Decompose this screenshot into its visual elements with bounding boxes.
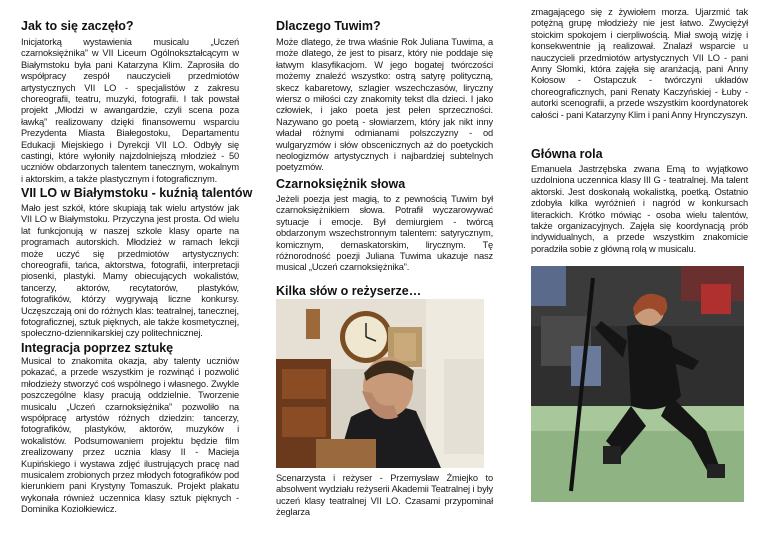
heading-sorcerer-of-words: Czarnoksiężnik słowa	[276, 177, 406, 191]
heading-lead-role: Główna rola	[531, 147, 603, 161]
heading-how-it-started: Jak to się zaczęło?	[21, 19, 134, 33]
heading-why-tuwim: Dlaczego Tuwim?	[276, 19, 381, 33]
director-photo	[276, 299, 484, 468]
paragraph-about-director: Scenarzysta i reżyser - Przemysław Żmiejko to absolwent wydziału reżyserii Akademii Teatralnej i były uczeń klasy teatralnej VII LO. Czasami przypominał żeglarza	[276, 473, 493, 518]
paragraph-lead-role: Emanuela Jastrzębska zwana Emą to wyjątkowo uzdolniona uczennica klasy III G - teatralnej. Ma talent aktorski. Jest doskonałą wokalistką, poetką. Ostatnio zdobyła kilka wyróżnień i nagród w konkursach literackich. Krótko mówiąc - osoba wielu talentów, także organizacyjnych. Zajęła się koordynacją prób indywidualnych, a przede wszystkim znakomicie poradziła sobie z główną rolą w musicalu.	[531, 164, 748, 254]
heading-integration: Integracja poprzez sztukę	[21, 341, 174, 355]
paragraph-integration: Musical to znakomita okazja, aby talenty uczniów pokazać, a przede wszystkim je rozwinąć i pozwolić młodzieży stworzyć coś wspólnego i własnego. Zwykle poszczególne klasy pracują oddzielnie. Tworzenie musicalu „Uczeń czarnoksiężnika” pozwoliło na współpracę artystów różnych dziedzin: tancerzy, fotografików, plastyków, aktorów, muzyków i wokalistów. Podsumowaniem projektu będzie film zrealizowany przez ucznia klasy II - Macieja Kupińskiego i wystawa zdjęć ilustrujących pracę nad musicalem zrobionych przez młodych fotografików pod kierunkiem pani Krystyny Tomaszuk. Projekt plakatu wykonała również uczennica klasy sztuk pięknych - Dominika Koziołkiewicz.	[21, 356, 239, 515]
lead-actress-photo	[531, 266, 744, 502]
heading-school-talents: VII LO w Białymstoku - kuźnią talentów	[21, 186, 253, 200]
paragraph-sorcerer-of-words: Jeżeli poezja jest magią, to z pewnością Tuwim był czarnoksiężnikiem słowa. Potrafił wyczarowywać sytuacje i emocje. Był demiurgiem - twórcą obdarzonym wszechstronnym talentem: satyrycznym, komicznym, demaskatorskim, lirycznym. Tę różnorodność poezji Juliana Tuwima ukazuje nasz musical „Uczeń czarnoksiężnika”.	[276, 194, 493, 273]
paragraph-school-talents: Mało jest szkół, które skupiają tak wielu artystów jak VII LO w Białymstoku. Przyczyna jest prosta. Od wielu lat funkcjonują w naszej szkole klasy oparte na programach autorskich. Młodzież w ramach lekcji może uczyć się przedmiotów artystycznych: choreografii, tańca, aktorstwa, fotografii, interpretacji piosenki, plastyki. Mamy obiecujących wokalistów, tancerzy, aktorów, recytatorów, plastyków, fotografików, którzy wygrywają liczne konkursy. Uczęszczają oni do różnych klas: teatralnej, tanecznej, fotograficznej, sztuk pięknych, ale także kosmetycznej, społeczno-dziennikarskiej czy politechnicznej.	[21, 203, 239, 339]
paragraph-director-continued: zmagającego się z żywiołem morza. Ujarzmić tak potężną grupę młodzieży nie jest łatwo. Zwyciężył stoickim spokojem i cierpliwością. Miał swoją wizję i konsekwentnie ją realizował. Znalazł wsparcie u nauczycieli przedmiotów artystycznych VII LO - pani Anny Słomki, która zajęła się aranżacją, pani Anny Kołosow - Ostapczuk - twórczyni układów choreograficznych, pani Renaty Kaczyńskiej - Łuby - autorki scenografii, a przede wszystkim koordynatorek całości - pani Katarzyny Klim i pani Anny Hrynczyszyn.	[531, 7, 748, 120]
paragraph-how-it-started: Inicjatorką wystawienia musicalu „Uczeń czarnoksiężnika” w VII Liceum Ogólnokształcącym w Białymstoku była pani Katarzyna Klim. Zaprosiła do współpracy zespół nauczycieli przedmiotów artystycznych VII LO - specjalistów z zakresu choreografii, teatru, muzyki, fotografii. I tak powstał projekt „Młodzi w awangardzie, czyli scena poza ławką” realizowany dzięki finansowemu wsparciu Prezydenta Miasta Białegostoku, Departamentu Edukacji Miejskiego i Dyrekcji VII LO. Odbyły się castingi, które wyłoniły najzdolniejszą młodzież - 50 uczniów obdarzonych talentem tanecznym, wokalnym i aktorskim, a także plastycznym i fotograficznym.	[21, 37, 239, 184]
paragraph-why-tuwim: Może dlatego, że trwa właśnie Rok Juliana Tuwima, a może dlatego, że jest to pisarz, który nie poddaje się łatwym klasyfikacjom. W jego bogatej twórczości możemy znaleźć wszystko: ostrą satyrę polityczną, skecz kabaretowy, szlagier wszechczasów, liryczny wiersz o miłości czy znakomity tekst dla dzieci. I jako człowiek, i jako poeta jest pełen sprzeczności. Nazywano go poetą - słowiarzem, który jak nikt inny władał różnymi odmianami polszczyzny - od wulgaryzmów i słów obscenicznych aż do poetyckich neologizmów artystycznych i najbardziej subtelnych poetyzmów.	[276, 37, 493, 173]
heading-about-director: Kilka słów o reżyserze…	[276, 284, 422, 298]
